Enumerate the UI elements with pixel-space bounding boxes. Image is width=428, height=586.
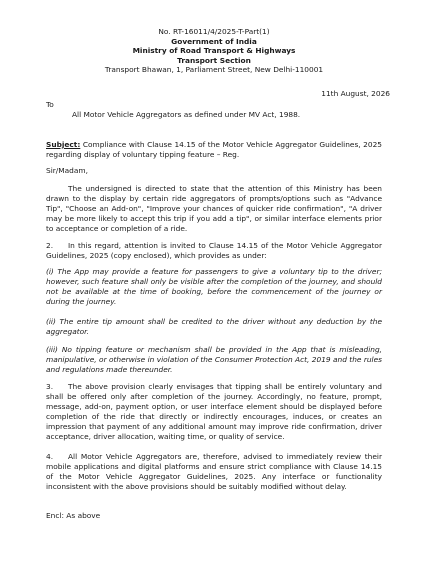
paragraph-3-number: 3. (46, 382, 54, 391)
paragraph-2-number: 2. (46, 241, 54, 250)
enclosure-note: Encl: As above (46, 511, 101, 520)
paragraph-2 (46, 241, 382, 261)
paragraph-3 (46, 382, 382, 443)
paragraph-2-text: In this regard, attention is invited to Clause 14.15 of the Motor Vehicle Aggregator Guidelines, 2025 (copy enclosed), which provides as under: (46, 241, 382, 261)
clause-i: (i) The App may provide a feature for passengers to give a voluntary tip to the driver; however, such feature shall only be visible after the completion of the journey, and should not be available at the time of booking, before the commencement of the journey or during the journey. (46, 267, 382, 307)
reference-number: No. RT-16011/4/2025-T-Part(1) (158, 27, 270, 36)
subject-block (46, 140, 382, 160)
paragraph-3-text: The above provision clearly envisages that tipping shall be entirely voluntary and shall be offered only after completion of the journey. Accordingly, no feature, prompt, message, add-on, payment option, or user interface element should be displayed before completion of the ride that directly or indirectly encourages, induces, or creates an impression that payment of any additional amount may improve ride confirmation, driver acceptance, driver allocation, waiting time, or quality of service. (46, 382, 382, 442)
ministry-name: Ministry of Road Transport & Highways (132, 46, 296, 56)
salutation: Sir/Madam, (46, 166, 88, 175)
paragraph-1: The undersigned is directed to state that the attention of this Ministry has been drawn to the display by certain ride aggregators of prompts/options such as "Advance Tip", "Choose an Add-on", "Improve your chances of quicker ride confirmation", "A driver may be more likely to accept this trip if you add a tip", or similar interface elements prior to acceptance or completion of a ride. (46, 184, 382, 234)
addressee: All Motor Vehicle Aggregators as defined under MV Act, 1988. (72, 110, 301, 119)
subject-label: Subject: (46, 140, 81, 149)
government-name: Government of India (171, 36, 257, 46)
subject-text: Compliance with Clause 14.15 of the Motor Vehicle Aggregator Guidelines, 2025 regarding display of voluntary tipping feature – Reg. (46, 140, 382, 160)
letter-date: 11th August, 2026 (321, 89, 390, 98)
clause-iii: (iii) No tipping feature or mechanism shall be provided in the App that is misleading, manipulative, or otherwise in violation of the Consumer Protection Act, 2019 and the rules and regulations made thereunder. (46, 345, 382, 375)
to-label: To (46, 100, 54, 109)
letterhead (0, 27, 428, 75)
paragraph-4-text: All Motor Vehicle Aggregators are, therefore, advised to immediately review their mobile applications and digital platforms and ensure strict compliance with Clause 14.15 of the Motor Vehicle Aggregator Guidelines, 2025. Any interface or functionality inconsistent with the above provisions should be suitably modified without delay. (46, 452, 382, 492)
office-address: Transport Bhawan, 1, Parliament Street, New Delhi-110001 (104, 65, 324, 75)
paragraph-4 (46, 452, 382, 492)
paragraph-4-number: 4. (46, 452, 54, 461)
section-name: Transport Section (177, 55, 251, 65)
clause-ii: (ii) The entire tip amount shall be credited to the driver without any deduction by the aggregator. (46, 317, 382, 337)
